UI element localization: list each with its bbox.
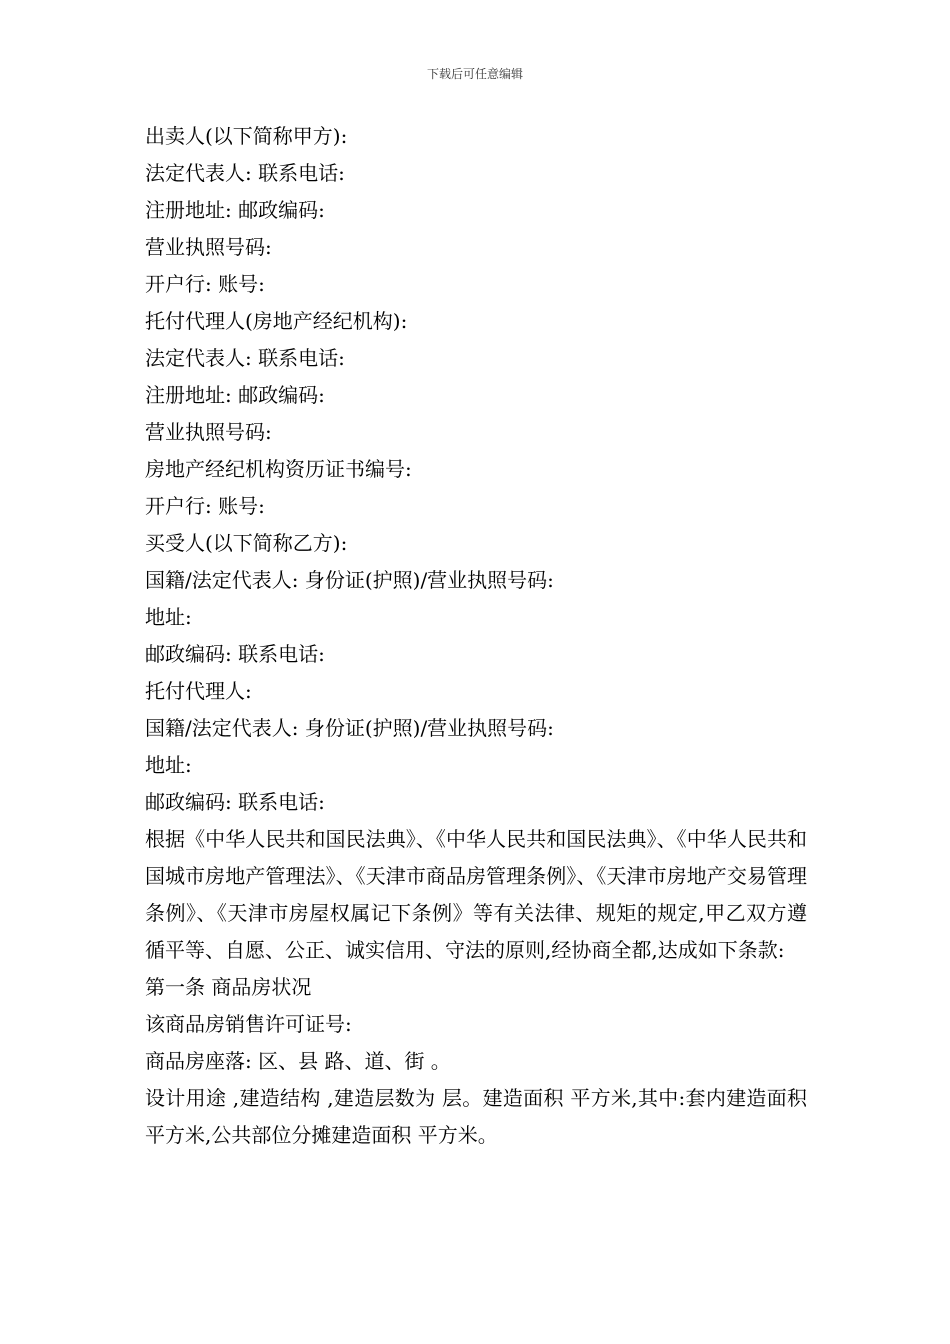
page-header-note: 下载后可任意编辑 <box>426 67 523 81</box>
buyer-nationality-line: 国籍/法定代表人: 身份证(护照)/营业执照号码: <box>145 568 554 592</box>
article-one-license: 该商品房销售许可证号: <box>145 1012 352 1036</box>
article-one-title: 第一条 商品房状况 <box>145 975 312 999</box>
buyer-agent-postcode-line: 邮政编码: 联系电话: <box>145 790 325 814</box>
contract-body <box>145 118 807 1154</box>
agent-address-line: 注册地址: 邮政编码: <box>145 383 325 407</box>
seller-bank-line: 开户行: 账号: <box>145 272 265 296</box>
agent-license-line: 营业执照号码: <box>145 420 272 444</box>
buyer-line: 买受人(以下简称乙方): <box>145 531 348 555</box>
seller-line: 出卖人(以下简称甲方): <box>145 124 348 148</box>
agent-bank-line: 开户行: 账号: <box>145 494 265 518</box>
seller-license-line: 营业执照号码: <box>145 235 272 259</box>
buyer-agent-address-line: 地址: <box>145 753 192 777</box>
agent-line: 托付代理人(房地产经纪机构): <box>145 309 408 333</box>
seller-address-line: 注册地址: 邮政编码: <box>145 198 325 222</box>
buyer-agent-line: 托付代理人: <box>145 679 252 703</box>
basis-paragraph: 根据《中华人民共和国民法典》、《中华人民共和国民法典》、《中华人民共和国城市房地产管理法》、《天津市商品房管理条例》、《天津市房地产交易管理条例》、《天津市房屋权属记下条例》等有关法律、规矩的规定,甲乙双方遵循平等、自愿、公正、诚实信用、守法的原则,经协商全都,达成如下条款: <box>145 827 807 962</box>
article-one-design-paragraph: 设计用途 ,建造结构 ,建造层数为 层。建造面积 平方米,其中:套内建造面积 平方米,公共部位分摊建造面积 平方米。 <box>145 1086 807 1147</box>
buyer-agent-nationality-line: 国籍/法定代表人: 身份证(护照)/营业执照号码: <box>145 716 554 740</box>
article-one-location: 商品房座落: 区、县 路、道、街 。 <box>145 1049 451 1073</box>
agent-legal-rep-line: 法定代表人: 联系电话: <box>145 346 345 370</box>
buyer-address-line: 地址: <box>145 605 192 629</box>
seller-legal-rep-line: 法定代表人: 联系电话: <box>145 161 345 185</box>
agent-qualification-line: 房地产经纪机构资历证书编号: <box>145 457 412 481</box>
buyer-postcode-line: 邮政编码: 联系电话: <box>145 642 325 666</box>
